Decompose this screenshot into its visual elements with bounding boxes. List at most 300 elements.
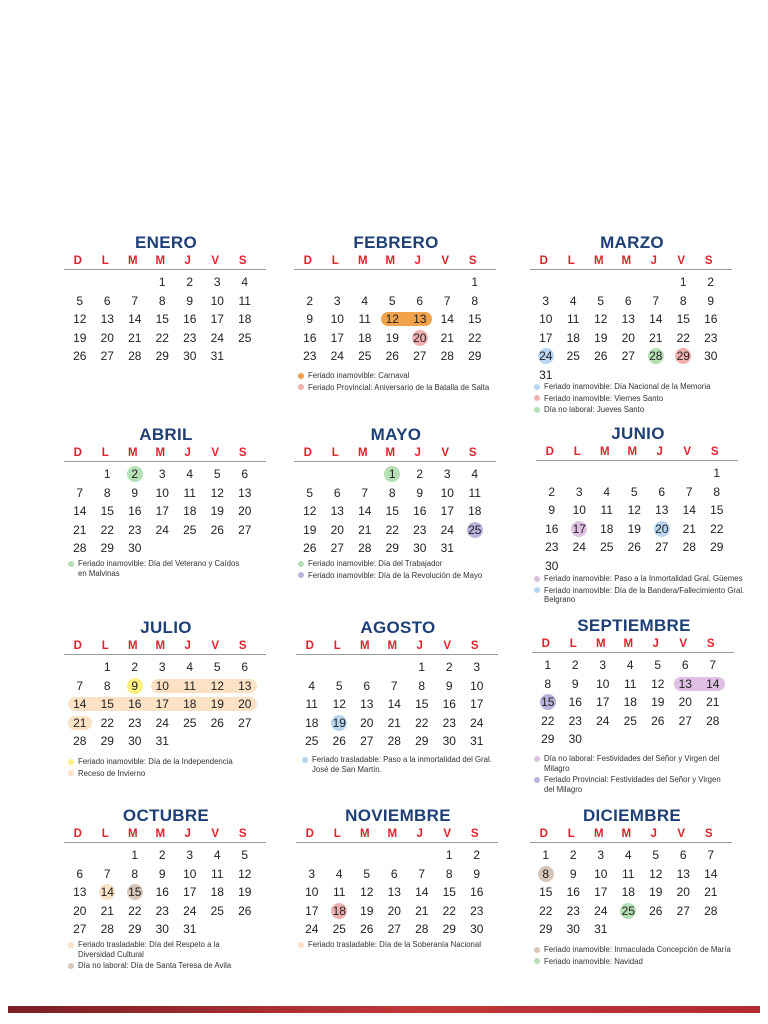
day-cell [408,733,436,749]
weekday-label: M [621,255,632,267]
legend-dot [302,757,308,763]
day-number: 27 [655,540,669,555]
legend-item [68,757,268,767]
day-number: 22 [385,522,399,537]
day-cell [94,715,122,731]
day-cell [121,866,149,882]
day-number: 17 [470,697,484,712]
day-cell [648,539,676,555]
weekday-header [532,637,734,653]
day-cell [560,884,588,900]
day-number: 14 [73,697,87,712]
day-number: 31 [539,367,553,382]
week-row [66,539,266,558]
day-cell [351,522,379,538]
day-cell [231,715,259,731]
day-number: 1 [103,467,111,482]
day-number: 1 [418,660,426,675]
day-number: 11 [624,676,637,691]
day-number: 20 [238,504,252,519]
day-cell [381,884,409,900]
legend-item [298,940,538,950]
day-cell [176,293,204,309]
day-number: 6 [416,293,424,308]
day-number: 26 [238,903,252,918]
day-cell [121,903,149,919]
day-cell [697,348,725,364]
day-number: 17 [210,312,224,327]
day-cell [324,293,352,309]
day-number: 28 [415,922,429,937]
day-number: 17 [539,330,553,345]
day-cell [176,274,204,290]
day-cell [176,696,204,712]
day-number: 7 [707,848,715,863]
legend-text: Feriado trasladable: Día de la Soberanía Nacional [308,940,481,949]
day-number: 20 [73,903,87,918]
day-number: 16 [183,312,197,327]
day-number: 2 [416,467,424,482]
day-cell [231,274,259,290]
day-cell [94,921,122,937]
day-number: 9 [186,293,194,308]
weekday-label: L [333,828,341,840]
day-cell [121,847,149,863]
day-number: 5 [388,293,396,308]
day-number: 10 [594,866,608,881]
month-noviembre [298,805,498,939]
day-number: 26 [627,540,641,555]
day-number: 11 [305,697,318,712]
day-number: 2 [158,848,166,863]
day-number: 30 [442,734,456,749]
day-number: 5 [213,467,221,482]
day-number: 8 [158,293,166,308]
day-cell [406,466,434,482]
legend-dot [68,759,74,765]
day-cell [66,715,94,731]
week-row [532,865,732,884]
day-cell [406,293,434,309]
weekday-label: M [127,255,138,267]
week-row [296,310,496,329]
week-row [66,347,266,366]
month-title: ENERO [135,233,197,252]
day-cell [66,522,94,538]
day-cell [463,733,491,749]
day-number: 15 [676,312,690,327]
day-number: 30 [470,922,484,937]
day-cell [436,903,464,919]
weekday-label: D [303,447,312,459]
day-cell [381,921,409,937]
legend-item [298,571,538,581]
legend-octubre [68,940,258,973]
day-cell [593,539,621,555]
day-cell [615,866,643,882]
day-number: 12 [651,676,665,691]
day-number: 14 [387,697,401,712]
day-cell [532,330,560,346]
day-number: 30 [566,922,580,937]
day-cell [379,540,407,556]
day-cell [587,866,615,882]
day-number: 13 [621,312,635,327]
day-cell [463,903,491,919]
day-cell [231,293,259,309]
day-cell [617,694,645,710]
day-number: 30 [545,558,559,573]
day-cell [697,293,725,309]
day-number: 18 [332,903,346,918]
day-number: 13 [676,866,690,881]
day-number: 7 [76,485,84,500]
day-number: 10 [155,485,169,500]
month-enero [66,232,266,366]
legend-item [534,382,768,392]
day-number: 21 [358,522,372,537]
day-number: 19 [627,521,641,536]
day-cell [176,466,204,482]
day-number: 12 [303,504,317,519]
day-cell [562,694,590,710]
weekday-label: J [650,828,657,840]
day-number: 21 [415,903,429,918]
day-number: 6 [76,866,84,881]
day-number: 9 [569,866,577,881]
weekday-label: S [238,828,247,840]
day-cell [353,696,381,712]
day-number: 19 [651,695,665,710]
weekday-label: J [184,828,191,840]
day-cell [326,733,354,749]
day-number: 6 [390,866,398,881]
week-row [298,677,498,696]
month-title: NOVIEMBRE [345,806,451,825]
weekday-label: J [416,828,423,840]
day-number: 30 [568,732,582,747]
day-cell [326,678,354,694]
day-cell [593,502,621,518]
weekday-label: M [155,640,166,652]
weekday-label: V [683,446,692,458]
day-grid [66,846,266,939]
day-number: 16 [155,885,169,900]
day-number: 7 [685,484,693,499]
week-row [66,695,266,714]
day-cell [121,503,149,519]
day-cell [408,678,436,694]
day-number: 24 [539,349,553,364]
day-number: 15 [468,312,482,327]
day-number: 27 [238,715,252,730]
legend-dot [534,576,540,582]
weekday-label: J [414,255,421,267]
day-number: 26 [594,349,608,364]
legend-text: Feriado inamovible: Día del Veterano y Caídos en Malvinas [78,559,240,578]
day-number: 18 [600,521,614,536]
weekday-label: L [101,255,109,267]
day-grid [298,846,498,939]
day-cell [461,522,489,538]
week-row [296,273,496,292]
day-number: 19 [360,903,374,918]
day-number: 26 [332,734,346,749]
day-cell [642,903,670,919]
day-cell [436,847,464,863]
day-number: 2 [127,466,143,482]
week-row [534,656,734,675]
week-row [298,695,498,714]
day-cell [381,866,409,882]
day-cell [149,348,177,364]
day-number: 14 [704,866,718,881]
week-row [66,920,266,939]
day-cell [436,733,464,749]
day-number: 2 [186,275,194,290]
day-cell [589,694,617,710]
day-cell [615,847,643,863]
day-number: 14 [128,312,142,327]
day-cell [644,676,672,692]
day-cell [381,903,409,919]
day-cell [408,659,436,675]
day-number: 6 [241,660,249,675]
week-row [66,484,266,503]
weekday-label: D [305,828,314,840]
week-row [532,902,732,921]
legend-item [534,394,768,404]
day-cell [351,330,379,346]
week-row [538,464,738,483]
day-number: 6 [363,678,371,693]
day-number: 4 [241,275,249,290]
day-cell [587,311,615,327]
day-cell [204,715,232,731]
weekday-label: S [238,447,247,459]
day-number: 3 [443,467,451,482]
day-cell [176,903,204,919]
month-julio [66,617,266,751]
weekday-label: M [595,638,606,650]
day-cell [617,676,645,692]
day-number: 28 [128,349,142,364]
day-cell [463,884,491,900]
day-number: 2 [131,660,139,675]
weekday-label: M [621,828,632,840]
day-number: 29 [710,540,724,555]
week-row [532,310,732,329]
day-cell [149,274,177,290]
day-number: 11 [183,485,196,500]
legend-item [534,574,754,584]
day-number: 28 [73,734,87,749]
day-number: 29 [541,732,555,747]
day-cell [532,903,560,919]
day-cell [94,485,122,501]
day-cell [560,921,588,937]
day-number: 24 [470,715,484,730]
day-number: 28 [706,713,720,728]
day-cell [587,293,615,309]
day-cell [379,348,407,364]
day-number: 4 [624,848,632,863]
day-number: 24 [155,522,169,537]
day-cell [670,847,698,863]
day-number: 12 [210,485,224,500]
day-number: 22 [539,903,553,918]
day-number: 9 [707,293,715,308]
weekday-label: S [238,255,247,267]
day-number: 27 [678,713,692,728]
day-number: 5 [630,484,638,499]
day-number: 21 [704,885,718,900]
weekday-label: V [677,828,686,840]
legend-item [534,775,724,794]
week-row [298,658,498,677]
weekday-header [64,639,266,655]
legend-dot [68,942,74,948]
day-number: 5 [597,293,605,308]
day-cell [587,847,615,863]
day-cell [670,274,698,290]
day-number: 1 [384,466,400,482]
legend-text: Feriado inamovible: Día de la Independencia [78,757,233,766]
day-number: 9 [571,676,579,691]
weekday-label: S [706,638,715,650]
legend-dot [534,777,540,783]
day-cell [121,466,149,482]
day-cell [176,884,204,900]
day-number: 24 [183,903,197,918]
day-cell [324,330,352,346]
day-number: 8 [445,866,453,881]
day-cell [642,884,670,900]
day-number: 2 [306,293,314,308]
day-number: 17 [572,521,586,536]
week-row [538,538,738,557]
day-number: 2 [445,660,453,675]
day-cell [379,466,407,482]
month-abril [66,424,266,558]
day-cell [94,903,122,919]
day-number: 29 [100,734,114,749]
day-number: 3 [473,660,481,675]
day-cell [176,921,204,937]
week-row [532,273,732,292]
day-cell [461,466,489,482]
day-number: 11 [358,312,371,327]
day-number: 7 [103,866,111,881]
day-cell [149,485,177,501]
day-cell [703,465,731,481]
day-cell [697,903,725,919]
day-number: 12 [73,312,87,327]
weekday-label: M [127,447,138,459]
day-number: 21 [100,903,114,918]
weekday-label: M [623,638,634,650]
day-cell [149,466,177,482]
legend-dot [534,407,540,413]
day-number: 27 [73,922,87,937]
day-number: 9 [127,678,143,694]
day-cell [461,311,489,327]
day-number: 2 [569,848,577,863]
legend-item [534,754,724,773]
day-cell [566,521,594,537]
day-number: 13 [387,885,401,900]
day-cell [66,866,94,882]
day-number: 20 [655,521,669,536]
day-number: 8 [471,293,479,308]
day-number: 20 [387,903,401,918]
day-number: 2 [707,275,715,290]
day-cell [353,866,381,882]
day-number: 29 [385,541,399,556]
day-number: 9 [306,312,314,327]
day-cell [562,713,590,729]
day-number: 18 [358,330,372,345]
day-cell [379,503,407,519]
week-row [532,883,732,902]
weekday-label: M [387,640,398,652]
day-cell [121,522,149,538]
day-number: 31 [183,922,197,937]
day-number: 9 [473,866,481,881]
day-cell [176,715,204,731]
day-number: 16 [413,504,427,519]
legend-dot [298,561,304,567]
day-cell [672,713,700,729]
day-number: 14 [73,504,87,519]
weekday-label: L [567,255,575,267]
weekday-label: L [573,446,581,458]
day-cell [324,485,352,501]
day-number: 6 [681,658,689,673]
day-number: 9 [131,485,139,500]
day-number: 7 [652,293,660,308]
day-cell [648,484,676,500]
day-number: 4 [626,658,634,673]
day-cell [534,713,562,729]
day-cell [66,503,94,519]
month-octubre [66,805,266,939]
day-number: 24 [330,349,344,364]
day-cell [94,330,122,346]
day-number: 16 [128,697,142,712]
weekday-label: L [101,640,109,652]
day-number: 23 [470,903,484,918]
week-row [532,329,732,348]
day-number: 3 [542,293,550,308]
day-cell [298,921,326,937]
day-cell [94,733,122,749]
day-cell [204,903,232,919]
day-cell [204,678,232,694]
day-number: 29 [128,922,142,937]
day-cell [697,311,725,327]
legend-septiembre [534,754,724,796]
day-cell [149,503,177,519]
legend-agosto [302,755,492,776]
day-cell [670,330,698,346]
week-row [296,329,496,348]
day-number: 25 [183,522,197,537]
day-number: 13 [73,885,87,900]
month-septiembre [534,615,734,749]
day-number: 10 [210,293,224,308]
week-row [296,347,496,366]
